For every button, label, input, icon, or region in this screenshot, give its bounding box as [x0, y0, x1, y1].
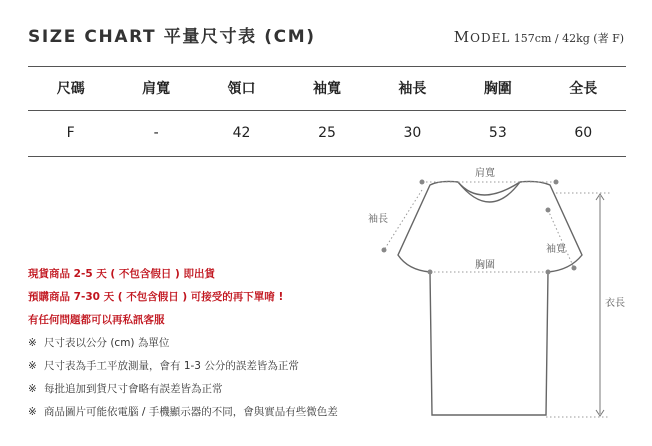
cell-sleeve-width: 25	[318, 125, 336, 141]
header-shoulder: 肩寬	[142, 81, 171, 97]
tshirt-outline	[398, 181, 582, 415]
cell-size: F	[66, 125, 75, 141]
size-table	[28, 66, 626, 156]
header-sleeve-length: 袖長	[398, 81, 427, 97]
note-red-shipping: 現貨商品 2-5 天 ( 不包含假日 ) 即出貨	[28, 268, 215, 280]
shoulder-label: 肩寬	[475, 168, 495, 179]
sleeve-length-label: 袖長	[368, 214, 388, 225]
note-mark: ※	[28, 383, 37, 395]
sleeve-width-dot-bottom	[572, 266, 577, 271]
model-rest: ODEL	[470, 31, 511, 45]
cell-chest: 53	[488, 125, 507, 141]
model-info	[454, 28, 624, 46]
length-label: 衣長	[605, 298, 625, 309]
table-header-row	[28, 66, 626, 110]
note-batch	[28, 378, 338, 401]
shoulder-dot-right	[554, 180, 559, 185]
note-mark: ※	[28, 337, 37, 349]
note-text: 尺寸表以公分 (cm) 為單位	[44, 337, 170, 349]
header-sleeve-width: 袖寬	[312, 81, 341, 97]
shoulder-dot-left	[420, 180, 425, 185]
model-prefix: M	[453, 28, 471, 46]
header-neck: 領口	[227, 81, 256, 97]
sleeve-length-dot	[382, 248, 387, 253]
note-mark: ※	[28, 360, 37, 372]
sleeve-width-measure-line	[548, 210, 574, 268]
note-red-contact: 有任何問題都可以再私訊客服	[28, 314, 165, 326]
note-measurement	[28, 355, 338, 378]
model-measurements: 157cm / 42kg (著 F)	[513, 32, 624, 45]
table-row	[28, 110, 626, 156]
table-bottom-rule	[28, 156, 626, 157]
cell-length: 60	[574, 125, 593, 141]
sleeve-width-dot-top	[546, 208, 551, 213]
sleeve-width-label: 袖寬	[546, 244, 566, 255]
note-text: 商品圖片可能依電腦 / 手機顯示器的不同，會與實品有些微色差	[44, 406, 338, 418]
note-text: 尺寸表為手工平放測量，會有 1-3 公分的誤差皆為正常	[44, 360, 299, 372]
header-chest: 胸圍	[483, 81, 512, 97]
cell-sleeve-length: 30	[403, 125, 422, 141]
note-unit	[28, 332, 338, 355]
chest-label: 胸圍	[475, 260, 495, 271]
tshirt-measurement-diagram	[360, 160, 640, 442]
size-chart-title: SIZE CHART 平量尺寸表 (CM)	[28, 27, 316, 47]
note-mark: ※	[28, 406, 37, 418]
note-color	[28, 401, 338, 424]
chest-dot-right	[546, 270, 551, 275]
header-size: 尺碼	[56, 81, 85, 97]
cell-neck: 42	[232, 125, 251, 141]
note-text: 每批追加到貨尺寸會略有誤差皆為正常	[44, 383, 223, 395]
sleeve-length-measure-line	[384, 190, 422, 250]
note-red-preorder: 預購商品 7-30 天 ( 不包含假日 ) 可接受的再下單唷 !	[28, 291, 284, 303]
cell-shoulder: -	[153, 125, 159, 141]
header-length: 全長	[569, 81, 598, 97]
chest-dot-left	[428, 270, 433, 275]
notes-block	[28, 263, 338, 424]
tshirt-collar	[458, 182, 520, 202]
